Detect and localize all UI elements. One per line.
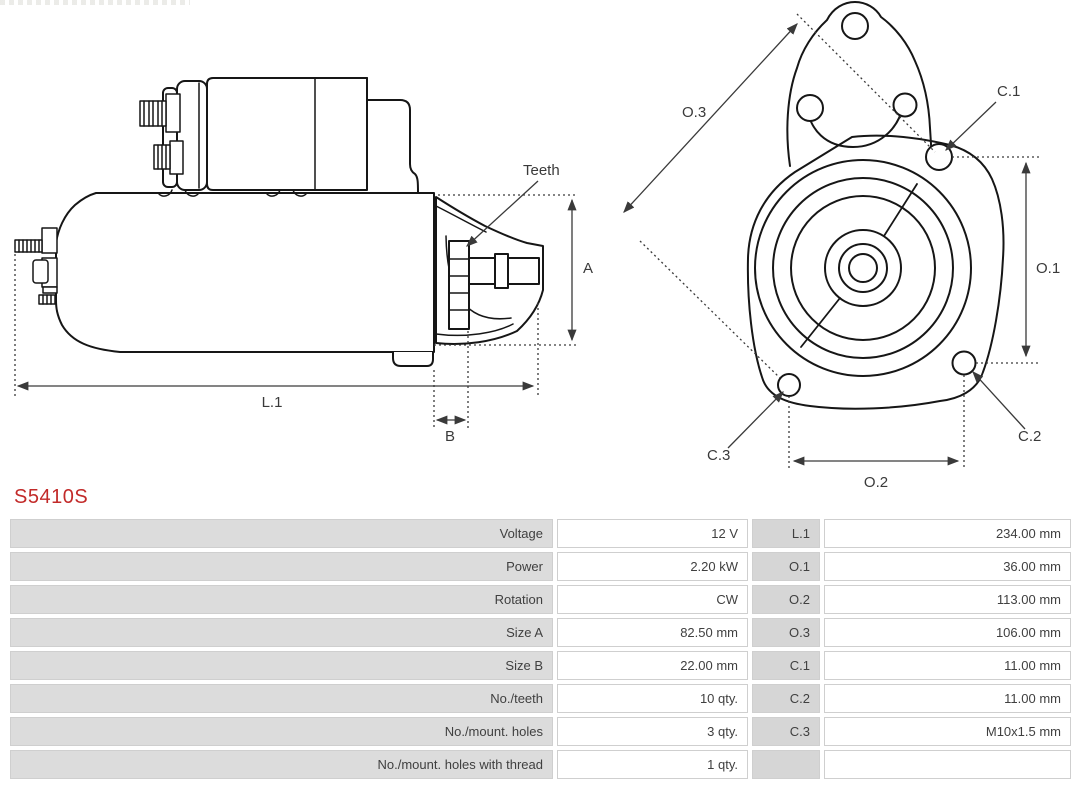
table-row [10,519,1071,548]
spec-table [10,519,1071,783]
reference-dotted-lines [640,14,1041,468]
hole-c2 [953,352,976,375]
spec-dim-cell: C.3 [752,717,820,746]
spec-dim-value-cell: 11.00 mm [824,651,1071,680]
dim-label-l1: L.1 [261,394,283,411]
table-row [10,618,1071,647]
body-terminals [15,228,57,304]
table-row [10,684,1071,713]
spec-dim-value-cell: M10x1.5 mm [824,717,1071,746]
bearing-circles [755,160,971,376]
c1-leader-arrow [946,102,996,150]
side-view-drawing [15,78,543,366]
front-view-drawing [748,2,1004,409]
spec-label-cell: Power [10,552,553,581]
table-row [10,651,1071,680]
spec-value-cell: CW [557,585,748,614]
hole-c3 [778,374,800,396]
dim-arrow-o3 [624,24,797,212]
dim-label-o1: O.1 [1036,260,1061,277]
spec-value-cell: 2.20 kW [557,552,748,581]
spec-dim-value-cell [824,750,1071,779]
top-bracket [787,2,932,166]
front-view-dimensions [624,14,1041,468]
c3-leader-arrow [728,392,783,448]
mount-foot [393,352,433,366]
spec-value-cell: 3 qty. [557,717,748,746]
spec-dim-cell: O.2 [752,585,820,614]
motor-body [56,193,434,352]
table-row [10,717,1071,746]
spec-dim-value-cell: 11.00 mm [824,684,1071,713]
dim-label-b: B [444,428,456,445]
spec-label-cell: Rotation [10,585,553,614]
housing-step [367,78,418,193]
spec-value-cell: 1 qty. [557,750,748,779]
spec-label-cell: No./mount. holes [10,717,553,746]
dim-label-o3: O.3 [682,104,707,121]
spec-label-cell: Size A [10,618,553,647]
spec-label-cell: Voltage [10,519,553,548]
spec-label-cell: Size B [10,651,553,680]
spec-label-cell: No./teeth [10,684,553,713]
spec-value-cell: 82.50 mm [557,618,748,647]
spec-value-cell: 22.00 mm [557,651,748,680]
dim-label-a: A [583,260,594,277]
spec-dim-value-cell: 106.00 mm [824,618,1071,647]
solenoid [140,78,367,190]
spec-dim-value-cell: 234.00 mm [824,519,1071,548]
spec-dim-value-cell: 113.00 mm [824,585,1071,614]
spec-value-cell: 10 qty. [557,684,748,713]
spec-dim-cell [752,750,820,779]
table-row [10,552,1071,581]
spec-dim-cell: C.2 [752,684,820,713]
dim-label-o2: O.2 [863,474,889,491]
spec-dim-cell: L.1 [752,519,820,548]
spec-dim-value-cell: 36.00 mm [824,552,1071,581]
spec-dim-cell: O.3 [752,618,820,647]
teeth-label: Teeth [523,162,560,179]
table-row [10,585,1071,614]
spec-dim-cell: C.1 [752,651,820,680]
hole-label-c2: C.2 [1018,428,1042,445]
part-number: S5410S [14,486,89,508]
spec-dim-cell: O.1 [752,552,820,581]
c2-leader-arrow [973,372,1025,429]
spec-label-cell: No./mount. holes with thread [10,750,553,779]
table-row [10,750,1071,779]
spec-value-cell: 12 V [557,519,748,548]
hole-label-c3: C.3 [707,447,731,464]
hole-label-c1: C.1 [997,83,1021,100]
